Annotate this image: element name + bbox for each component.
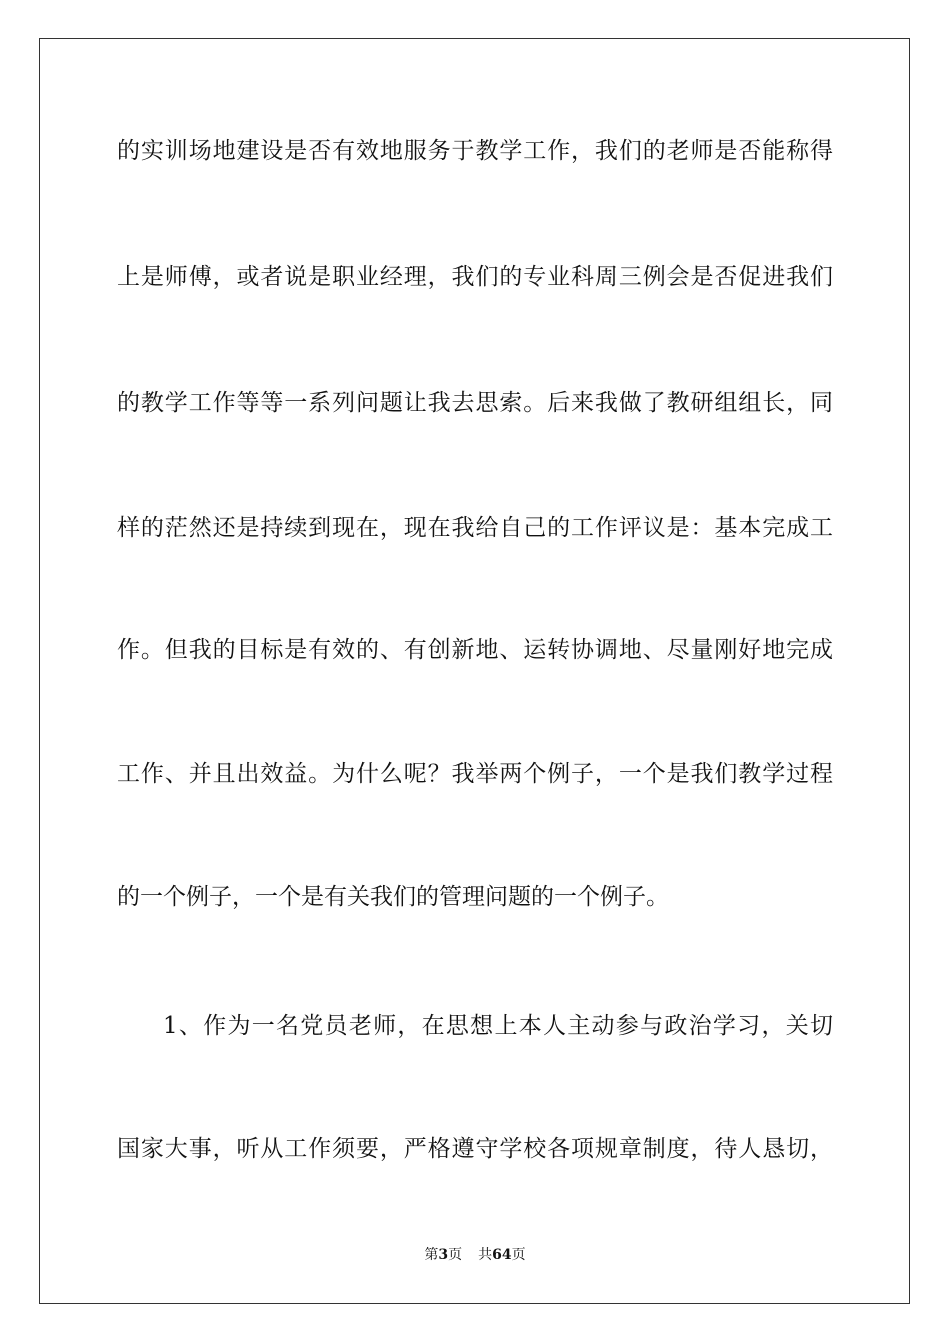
footer-total-suffix: 页 bbox=[511, 1247, 526, 1263]
body-line-4: 样的茫然还是持续到现在，现在我给自己的工作评议是：基本完成工 bbox=[117, 515, 833, 541]
body-line-8: 1、作为一名党员老师，在思想上本人主动参与政治学习，关切 bbox=[163, 1013, 833, 1039]
footer-total-prefix: 共 bbox=[478, 1247, 493, 1263]
footer-page-prefix: 第 bbox=[424, 1247, 439, 1263]
body-line-1: 的实训场地建设是否有效地服务于教学工作，我们的老师是否能称得 bbox=[117, 138, 833, 164]
body-line-3: 的教学工作等等一系列问题让我去思索。后来我做了教研组组长，同 bbox=[117, 390, 833, 416]
body-line-9: 国家大事，听从工作须要，严格遵守学校各项规章制度，待人恳切， bbox=[117, 1136, 833, 1162]
body-line-5: 作。但我的目标是有效的、有创新地、运转协调地、尽量刚好地完成 bbox=[117, 637, 833, 663]
page-footer bbox=[0, 1245, 950, 1265]
footer-page-number: 3 bbox=[438, 1247, 449, 1263]
body-line-7: 的一个例子，一个是有关我们的管理问题的一个例子。 bbox=[117, 884, 669, 910]
footer-total-pages: 64 bbox=[492, 1247, 512, 1263]
body-line-6: 工作、并且出效益。为什么呢？我举两个例子，一个是我们教学过程 bbox=[117, 761, 833, 787]
body-line-2: 上是师傅，或者说是职业经理，我们的专业科周三例会是否促进我们 bbox=[117, 264, 833, 290]
page-border bbox=[39, 38, 910, 1304]
footer-page-suffix: 页 bbox=[448, 1247, 463, 1263]
